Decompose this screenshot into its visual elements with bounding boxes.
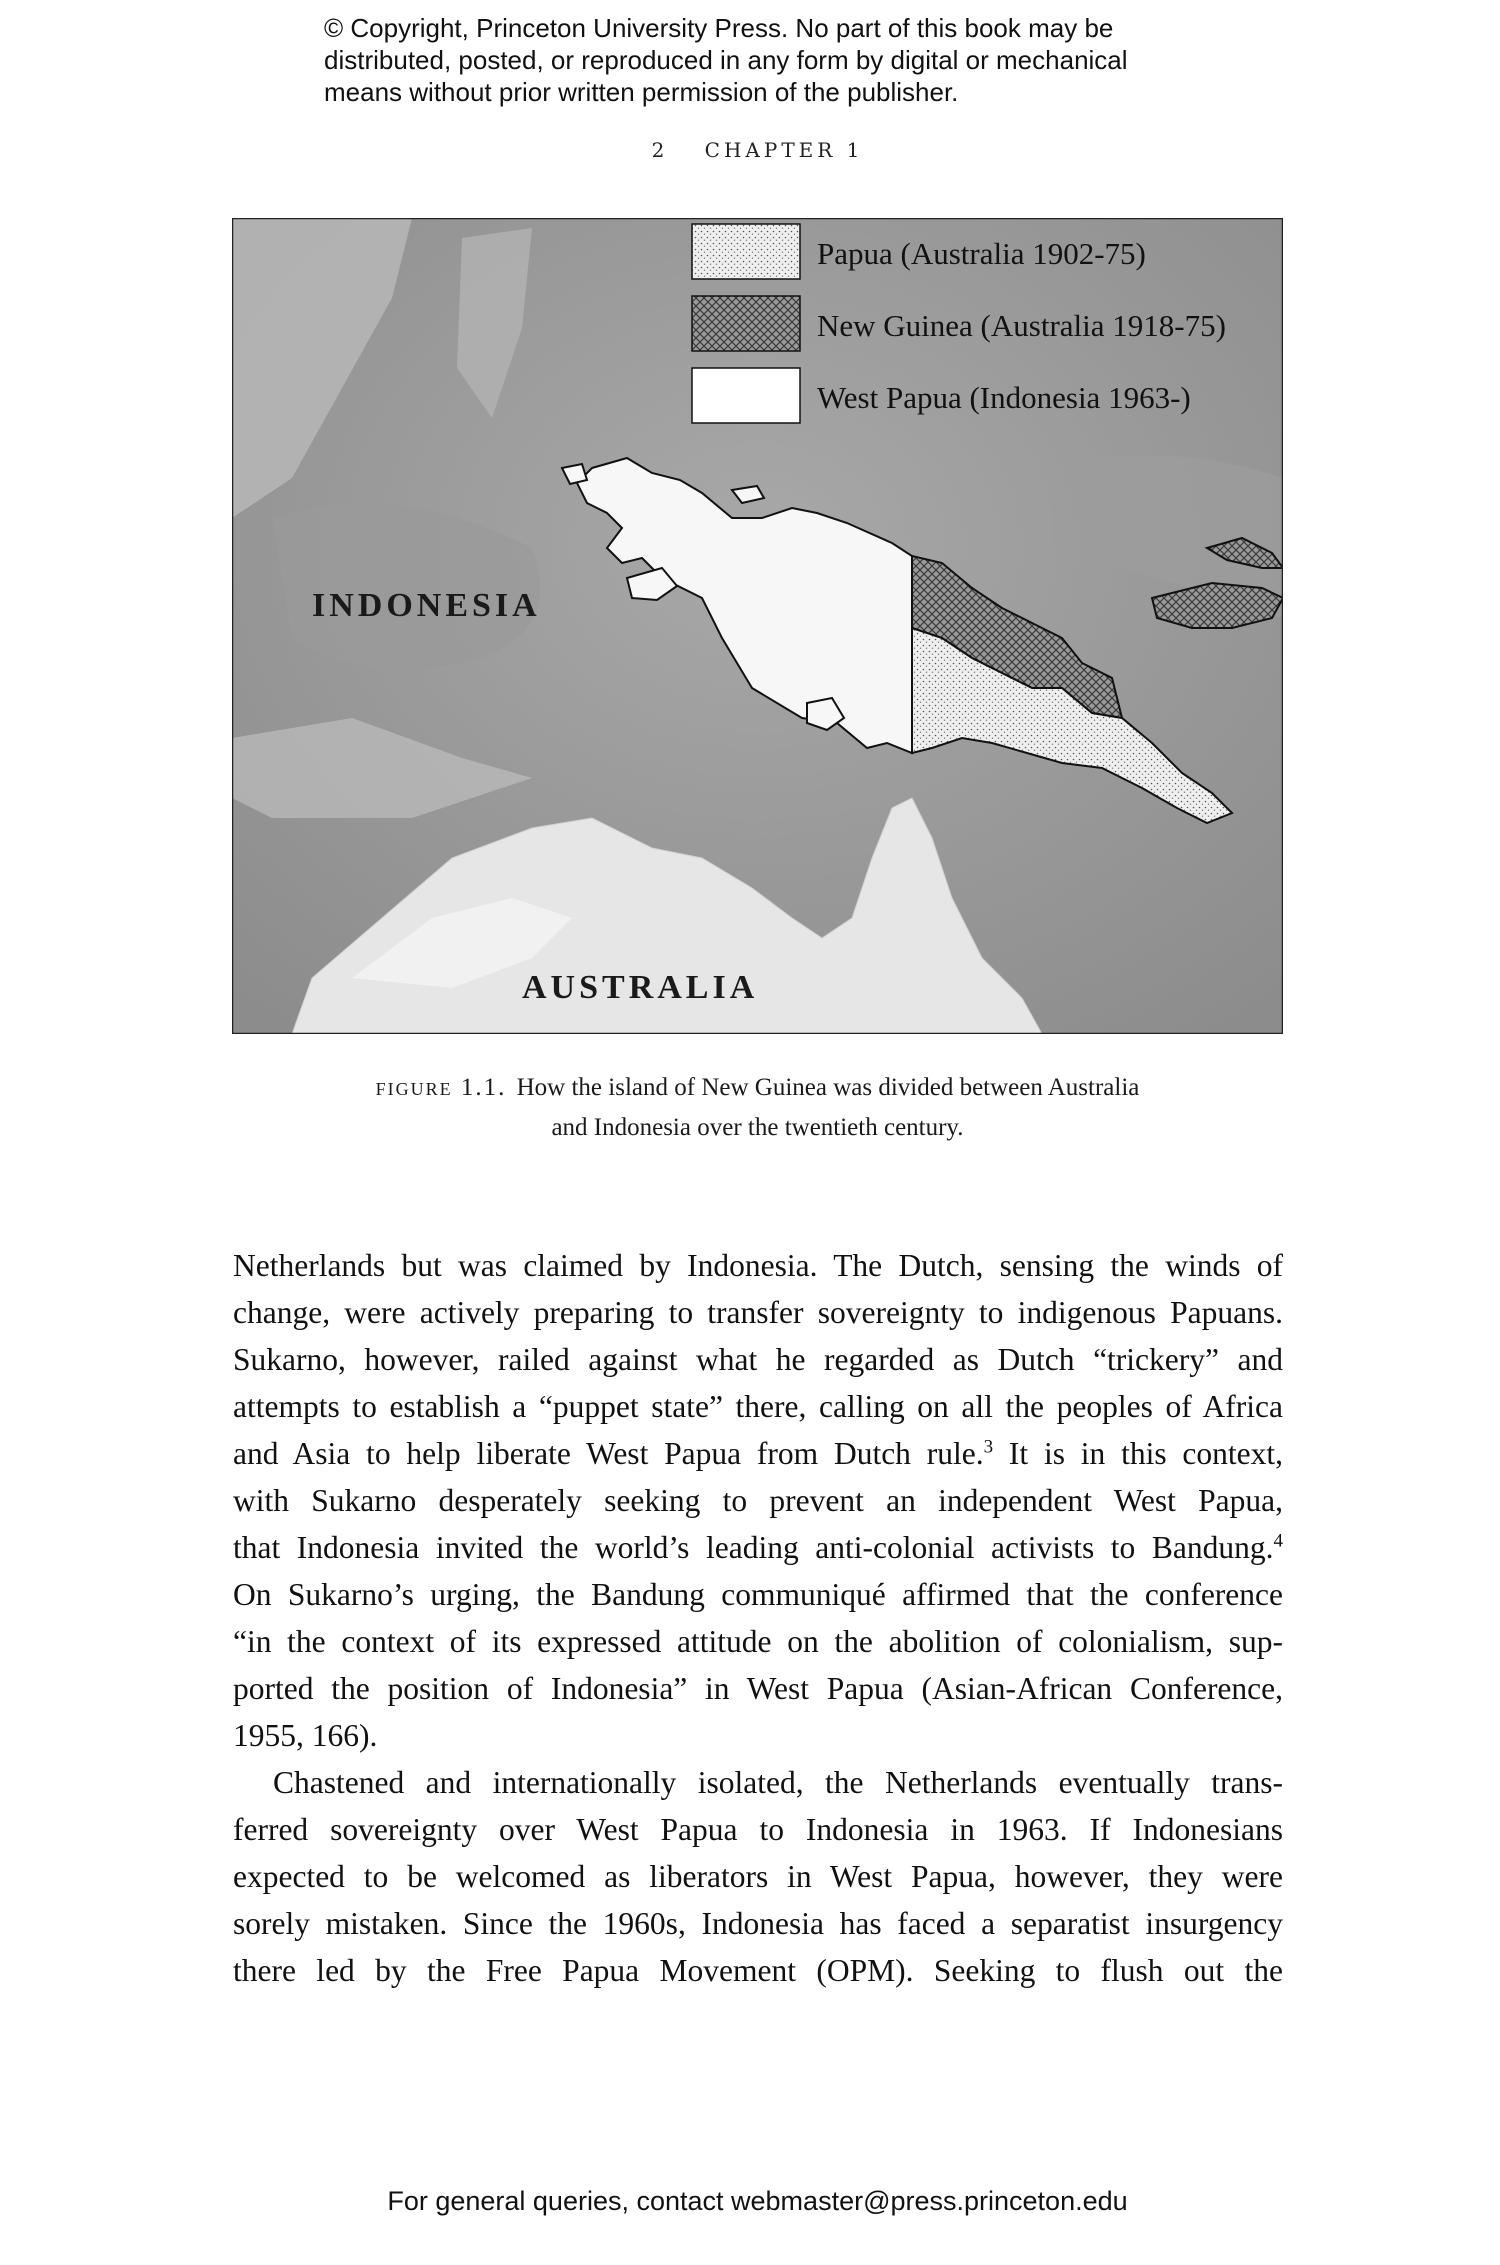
legend-label-new-guinea: New Guinea (Australia 1918-75)	[817, 308, 1226, 343]
text-line: Chastened and internationally isolated, the Netherlands eventually trans-	[273, 1765, 1283, 1800]
text-fragment: It is in this context,	[1008, 1436, 1283, 1471]
copyright-line: distributed, posted, or reproduced in any form by digital or mechanical	[324, 45, 1128, 75]
caption-label: figure 1.1.	[375, 1074, 507, 1101]
text-line: Netherlands but was claimed by Indonesia. The Dutch, sensing the winds of	[233, 1248, 1283, 1283]
footnote-ref-3[interactable]: 3	[983, 1436, 994, 1458]
map-svg	[232, 218, 1283, 1034]
text-line: ported the position of Indonesia” in West Papua (Asian-African Conference,	[233, 1671, 1283, 1706]
legend-swatch-west-papua	[692, 368, 800, 423]
legend-swatch-papua	[692, 224, 800, 279]
body-text	[233, 1242, 1283, 1994]
chapter-title: CHAPTER 1	[704, 138, 864, 162]
text-line	[233, 1524, 1283, 1571]
copyright-line: © Copyright, Princeton University Press. No part of this book may be	[324, 13, 1114, 43]
footnote-ref-4[interactable]: 4	[1273, 1530, 1283, 1552]
page-number: 2	[651, 138, 669, 162]
map-figure	[232, 218, 1283, 1034]
text-line: there led by the Free Papua Movement (OPM). Seeking to flush out the	[233, 1953, 1283, 1988]
copyright-notice	[324, 12, 1224, 108]
text-line: “in the context of its expressed attitude on the abolition of colonialism, sup-	[233, 1624, 1283, 1659]
text-line: change, were actively preparing to transfer sovereignty to indigenous Papuans.	[233, 1295, 1283, 1330]
caption-text: How the island of New Guinea was divided between Australia	[516, 1074, 1140, 1101]
caption-line-1	[232, 1068, 1283, 1108]
label-australia: AUSTRALIA	[522, 969, 759, 1006]
text-line: 1955, 166).	[233, 1718, 378, 1753]
text-line: with Sukarno desperately seeking to prevent an independent West Papua,	[233, 1483, 1283, 1518]
map-legend	[692, 224, 1226, 423]
text-line	[233, 1430, 1283, 1477]
footer-contact: For general queries, contact webmaster@press.princeton.edu	[387, 2186, 1128, 2216]
legend-swatch-new-guinea	[692, 296, 800, 351]
text-fragment: that Indonesia invited the world’s leading anti-colonial activists to Bandung.	[233, 1530, 1274, 1565]
legend-label-west-papua: West Papua (Indonesia 1963-)	[817, 380, 1191, 415]
text-line: Sukarno, however, railed against what he regarded as Dutch “trickery” and	[233, 1342, 1283, 1377]
text-line: sorely mistaken. Since the 1960s, Indonesia has faced a separatist insurgency	[233, 1906, 1283, 1941]
caption-line-2: and Indonesia over the twentieth century.	[551, 1114, 964, 1141]
text-line: ferred sovereignty over West Papua to Indonesia in 1963. If Indonesians	[233, 1812, 1283, 1847]
text-fragment: and Asia to help liberate West Papua from Dutch rule.	[233, 1436, 984, 1471]
text-line: On Sukarno’s urging, the Bandung communiqué affirmed that the conference	[233, 1577, 1283, 1612]
figure-caption	[232, 1068, 1283, 1148]
copyright-line: means without prior written permission of the publisher.	[324, 77, 959, 107]
text-line: expected to be welcomed as liberators in West Papua, however, they were	[233, 1859, 1283, 1894]
label-indonesia: INDONESIA	[312, 587, 541, 624]
text-line: attempts to establish a “puppet state” there, calling on all the peoples of Africa	[233, 1389, 1283, 1424]
legend-label-papua: Papua (Australia 1902-75)	[817, 236, 1146, 271]
running-head	[0, 138, 1500, 162]
